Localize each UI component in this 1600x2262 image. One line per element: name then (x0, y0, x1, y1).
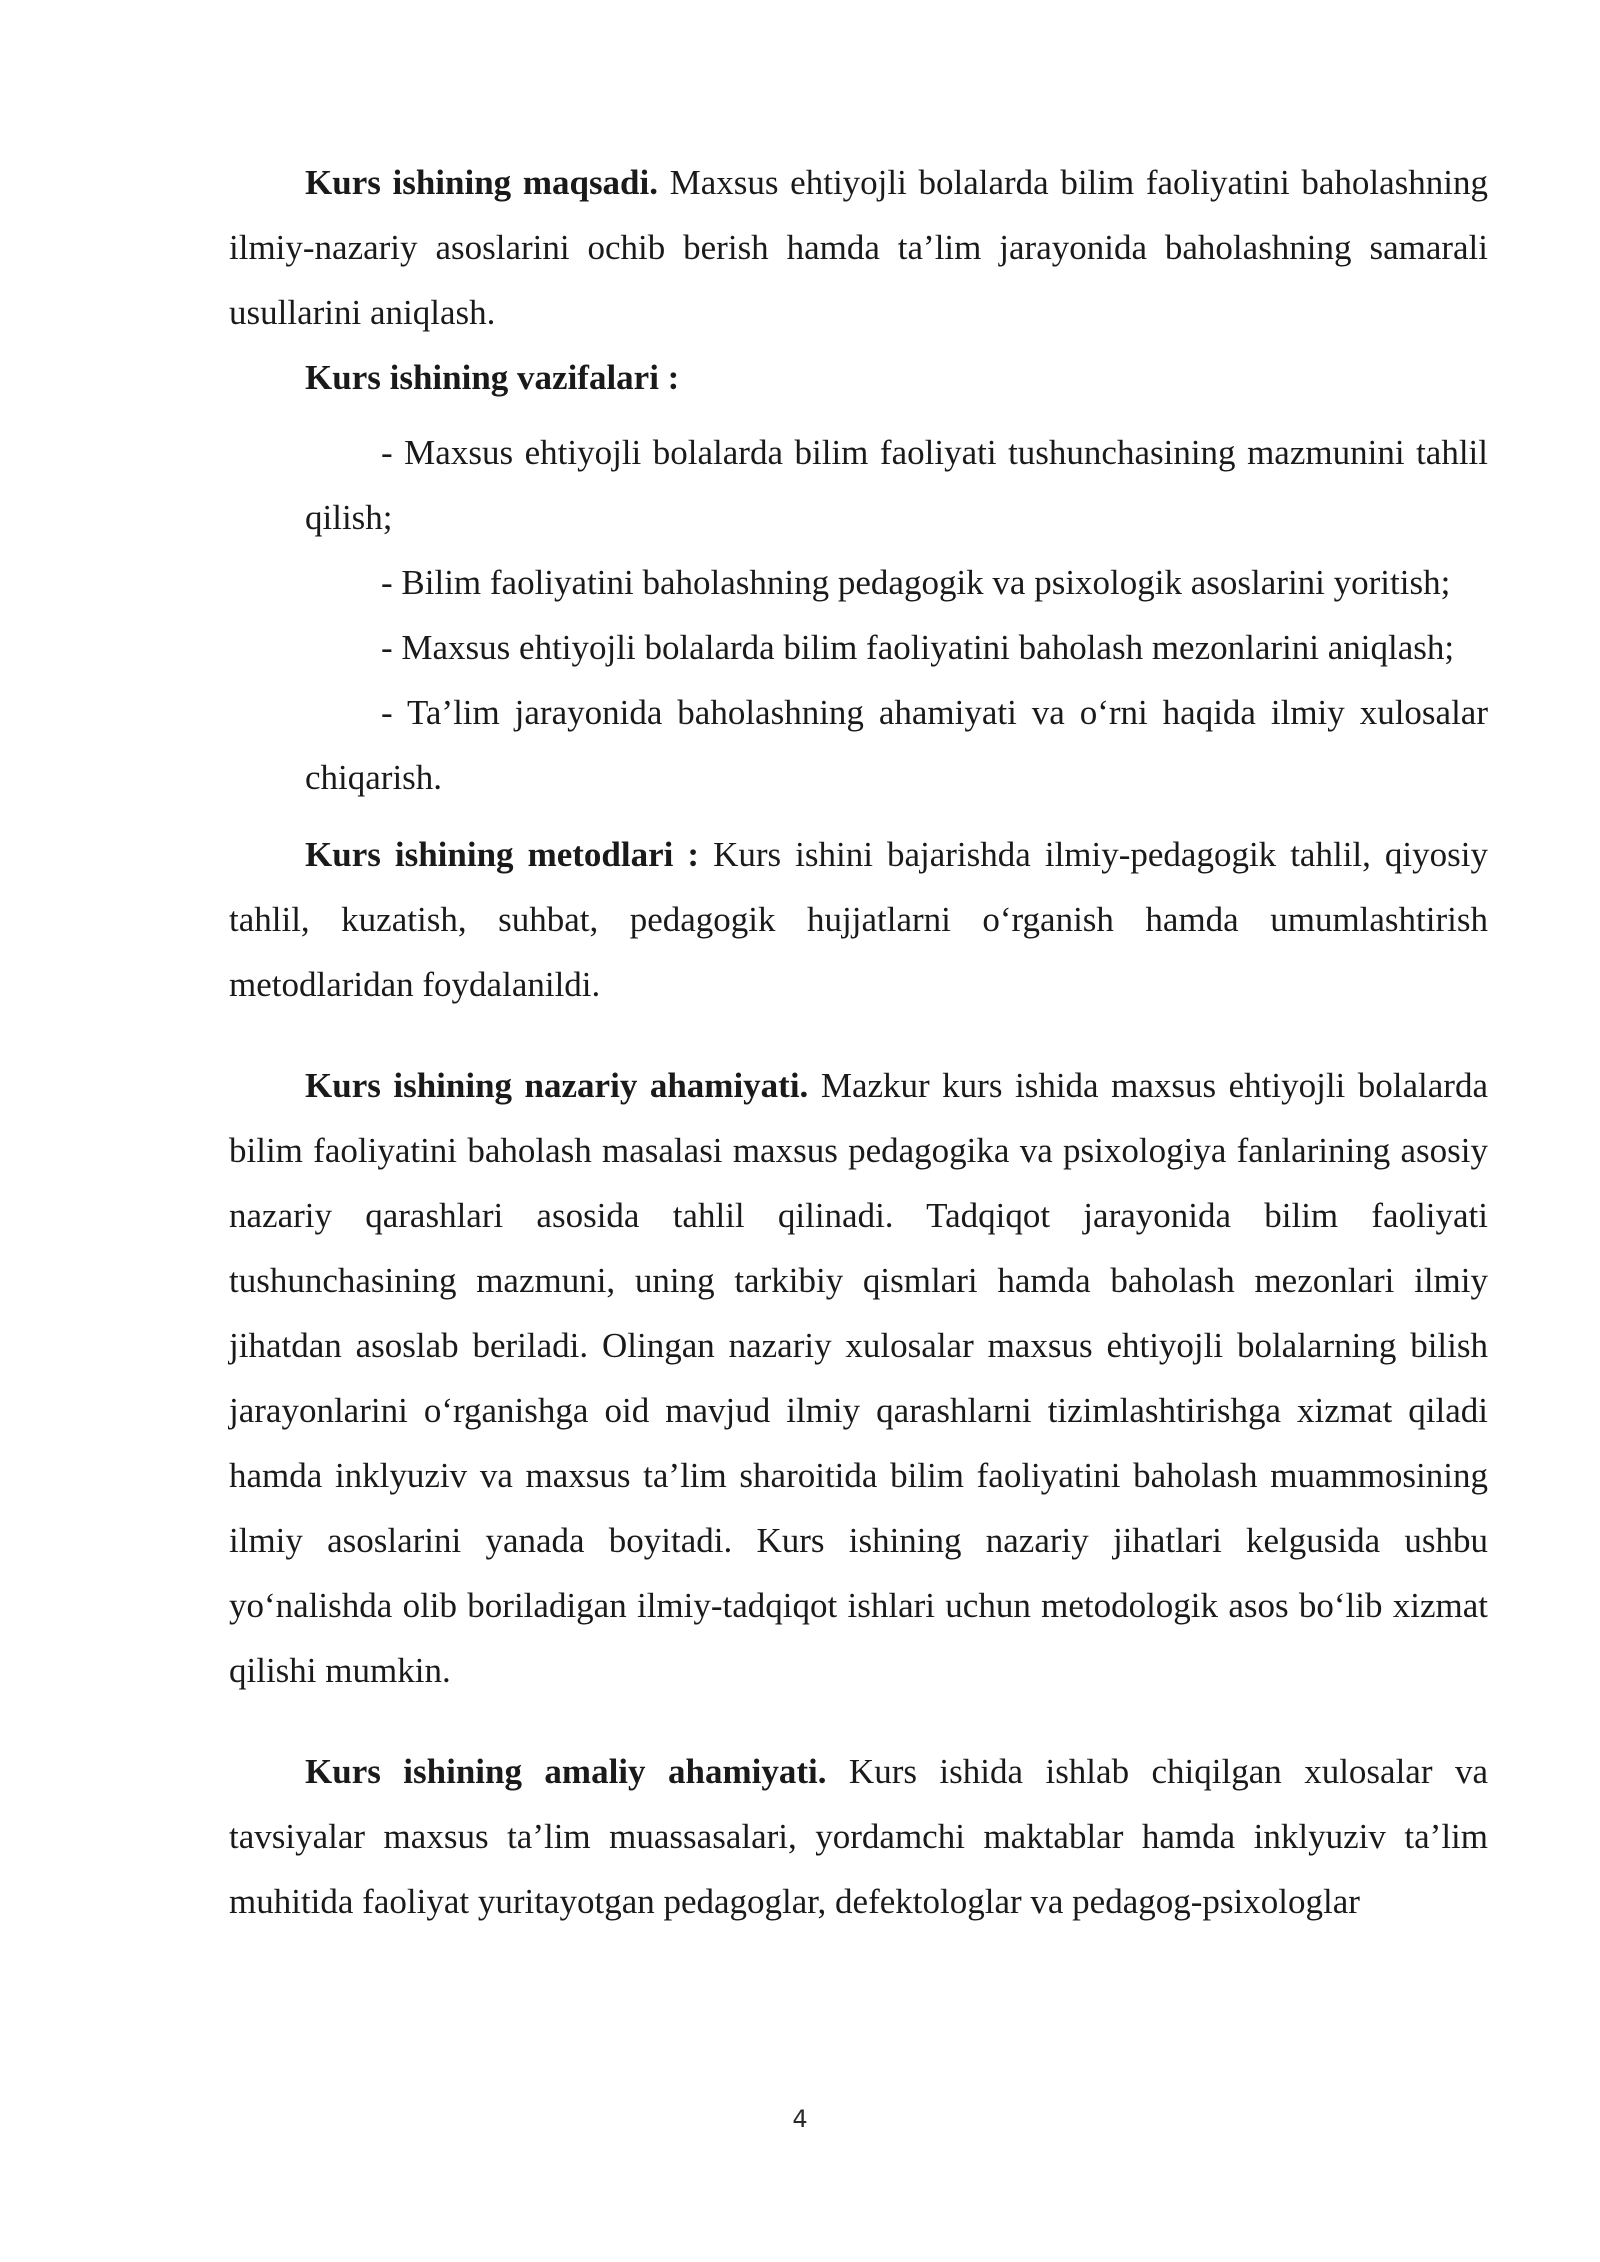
nazariy-text: Mazkur kurs ishida maxsus ehtiyojli bolalarda bilim faoliyatini baholash masalasi maxsus pedagogika va psixologiya fanlarining asosiy nazariy qarashlari asosida tahlil qilinadi. Tadqiqot jarayonida bilim faoliyati tushunchasining mazmuni, uning tarkibiy qismlari hamda baholash mezonlari ilmiy jihatdan asoslab beriladi. Olingan nazariy xulosalar maxsus ehtiyojli bolalarning bilish jarayonlarini o‘rganishga oid mavjud ilmiy qarashlarni tizimlashtirishga xizmat qiladi hamda inklyuziv va maxsus ta’lim sharoitida bilim faoliyatini baholash muammosining ilmiy asoslarini yanada boyitadi. Kurs ishining nazariy jihatlari kelgusida ushbu yo‘nalishda olib boriladigan ilmiy-tadqiqot ishlari uchun metodologik asos bo‘lib xizmat qilishi mumkin. (229, 1066, 1488, 1690)
metodlar-paragraph (229, 822, 1488, 1017)
nazariy-paragraph (229, 1053, 1488, 1703)
maqsad-text: Maxsus ehtiyojli bolalarda bilim faoliyatini baholashning ilmiy-nazariy asoslarini ochib berish hamda ta’lim jarayonida baholashning samarali usullarini aniqlash. (229, 163, 1488, 332)
nazariy-label: Kurs ishining nazariy ahamiyati. (305, 1066, 809, 1105)
metodlar-text: Kurs ishini bajarishda ilmiy-pedagogik tahlil, qiyosiy tahlil, kuzatish, suhbat, pedagogik hujjatlarni o‘rganish hamda umumlashtirish metodlaridan foydalanildi. (229, 835, 1488, 1004)
amaliy-paragraph (229, 1739, 1488, 1934)
amaliy-text: Kurs ishida ishlab chiqilgan xulosalar va tavsiyalar maxsus ta’lim muassasalari, yordamchi maktablar hamda inklyuziv ta’lim muhitida faoliyat yuritayotgan pedagoglar, defektologlar va pedagog-psixologlar (229, 1752, 1488, 1921)
list-item: - Ta’lim jarayonida baholashning ahamiyati va o‘rni haqida ilmiy xulosalar chiqarish. (305, 693, 1488, 797)
amaliy-label: Kurs ishining amaliy ahamiyati. (305, 1752, 827, 1791)
metodlar-label: Kurs ishining metodlari : (305, 835, 700, 874)
vazifalar-list (229, 420, 1488, 810)
list-item: - Maxsus ehtiyojli bolalarda bilim faoliyatini baholash mezonlarini aniqlash; (381, 628, 1455, 667)
vazifalar-heading: Kurs ishining vazifalari : (305, 358, 680, 397)
page-content (229, 150, 1488, 1934)
page-number: 4 (792, 2105, 808, 2133)
maqsad-paragraph (229, 150, 1488, 345)
list-item: - Bilim faoliyatini baholashning pedagogik va psixologik asoslarini yoritish; (381, 563, 1451, 602)
list-item: - Maxsus ehtiyojli bolalarda bilim faoliyati tushunchasining mazmunini tahlil qilish; (305, 433, 1488, 537)
maqsad-label: Kurs ishining maqsadi. (305, 163, 658, 202)
